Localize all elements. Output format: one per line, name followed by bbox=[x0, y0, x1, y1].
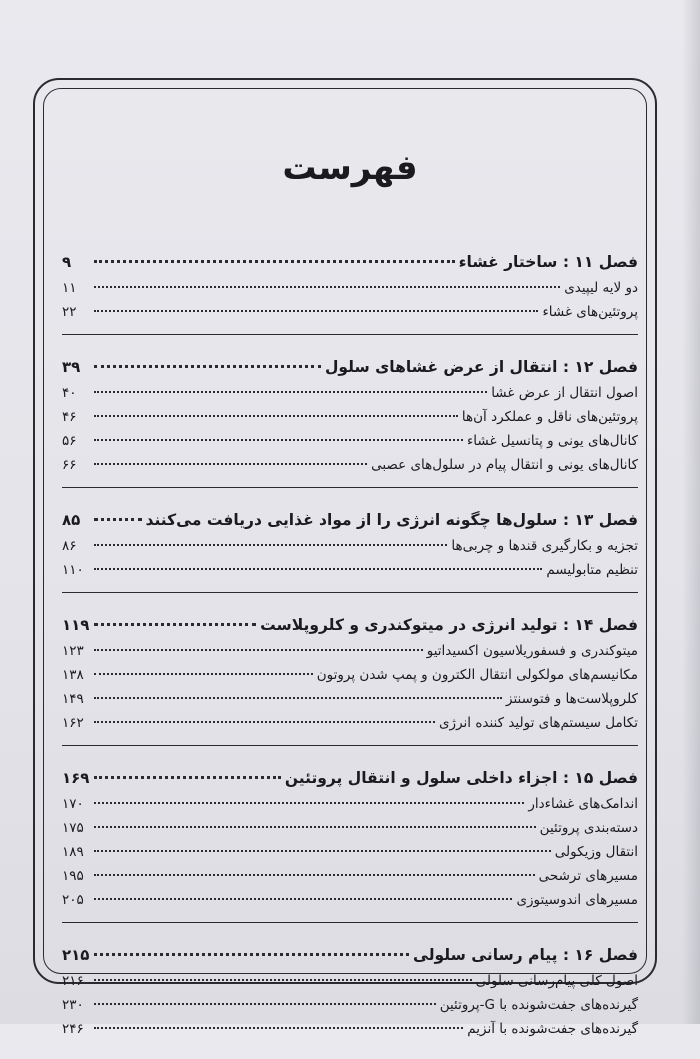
leader-dots bbox=[94, 365, 321, 368]
leader-dots bbox=[94, 1027, 463, 1029]
toc-entry-page-number: ۱۲۳ bbox=[62, 643, 84, 659]
toc-entry-label: گیرنده‌های جفت‌شونده با آنزیم bbox=[467, 1021, 638, 1037]
chapter-page-number: ۸۵ bbox=[62, 511, 81, 529]
chapter-heading: فصل ۱۳ : سلول‌ها چگونه انرژی را از مواد غذایی دریافت می‌کنند bbox=[145, 511, 638, 529]
toc-entry-label: کانال‌های یونی و پتانسیل غشاء bbox=[466, 433, 638, 449]
toc-entry-page-number: ۲۲ bbox=[62, 304, 77, 320]
chapter-divider bbox=[62, 487, 638, 488]
toc-entry-label: دو لایه لیپیدی bbox=[564, 280, 638, 296]
leader-dots bbox=[94, 260, 455, 263]
leader-dots bbox=[94, 415, 458, 417]
leader-dots bbox=[94, 850, 551, 852]
leader-dots bbox=[94, 649, 423, 651]
chapter-heading-row[interactable] bbox=[62, 248, 638, 276]
toc-entry[interactable] bbox=[62, 276, 638, 300]
chapter-heading: فصل ۱۱ : ساختار غشاء bbox=[458, 253, 638, 271]
toc-entry-page-number: ۴۰ bbox=[62, 385, 77, 401]
leader-dots bbox=[94, 518, 142, 521]
chapter-heading: فصل ۱۶ : پیام رسانی سلولی bbox=[413, 946, 638, 964]
toc-entry-page-number: ۱۸۹ bbox=[62, 844, 84, 860]
chapter-divider bbox=[62, 334, 638, 335]
toc-entry-label: مکانیسم‌های مولکولی انتقال الکترون و پمپ شدن پروتون bbox=[316, 667, 638, 683]
leader-dots bbox=[94, 439, 463, 441]
toc-entry-label: اصول انتقال از عرض غشا bbox=[491, 385, 638, 401]
toc-entry-label: تنظیم متابولیسم bbox=[546, 562, 638, 578]
toc-entry-page-number: ۲۱۶ bbox=[62, 973, 84, 989]
chapter-section bbox=[62, 764, 638, 923]
toc-entry[interactable] bbox=[62, 888, 638, 912]
leader-dots bbox=[94, 826, 536, 828]
leader-dots bbox=[94, 544, 447, 546]
toc-entry-page-number: ۲۴۶ bbox=[62, 1021, 84, 1037]
leader-dots bbox=[94, 463, 367, 465]
chapter-page-number: ۱۱۹ bbox=[62, 616, 90, 634]
toc-entry[interactable] bbox=[62, 792, 638, 816]
toc-entry[interactable] bbox=[62, 300, 638, 324]
leader-dots bbox=[94, 568, 542, 570]
chapter-heading-row[interactable] bbox=[62, 506, 638, 534]
toc-entry-label: پروتئین‌های غشاء bbox=[542, 304, 638, 320]
leader-dots bbox=[94, 979, 472, 981]
toc-entry[interactable] bbox=[62, 453, 638, 477]
toc-entry-page-number: ۵۶ bbox=[62, 433, 77, 449]
leader-dots bbox=[94, 776, 281, 779]
toc-entry[interactable] bbox=[62, 429, 638, 453]
toc-entry[interactable] bbox=[62, 558, 638, 582]
toc-entry-page-number: ۱۹۵ bbox=[62, 868, 84, 884]
toc-entry-label: اندامک‌های غشاءدار bbox=[528, 796, 638, 812]
leader-dots bbox=[94, 874, 535, 876]
toc-entry-page-number: ۱۳۸ bbox=[62, 667, 84, 683]
leader-dots bbox=[94, 721, 435, 723]
toc-entry-page-number: ۶۶ bbox=[62, 457, 77, 473]
toc-entry-page-number: ۱۷۵ bbox=[62, 820, 84, 836]
toc-entry-label: تجزیه و بکارگیری قندها و چربی‌ها bbox=[451, 538, 638, 554]
toc-entry-page-number: ۲۰۵ bbox=[62, 892, 84, 908]
toc-entry-label: دسته‌بندی پروتئین bbox=[539, 820, 638, 836]
toc-entry-page-number: ۱۷۰ bbox=[62, 796, 84, 812]
chapter-section bbox=[62, 506, 638, 593]
toc-entry[interactable] bbox=[62, 1017, 638, 1041]
toc-entry-page-number: ۱۴۹ bbox=[62, 691, 84, 707]
chapter-heading-row[interactable] bbox=[62, 611, 638, 639]
toc-entry-page-number: ۱۶۲ bbox=[62, 715, 84, 731]
chapter-page-number: ۹ bbox=[62, 253, 72, 271]
chapter-heading: فصل ۱۴ : تولید انرژی در میتوکندری و کلروپلاست bbox=[260, 616, 638, 634]
toc-entry-label: مسیرهای ترشحی bbox=[538, 868, 638, 884]
chapter-section bbox=[62, 353, 638, 488]
chapter-section bbox=[62, 611, 638, 746]
leader-dots bbox=[94, 898, 512, 900]
toc-entry[interactable] bbox=[62, 993, 638, 1017]
chapter-heading-row[interactable] bbox=[62, 941, 638, 969]
chapter-section bbox=[62, 941, 638, 1041]
toc-entry-label: انتقال وزیکولی bbox=[554, 844, 638, 860]
toc-entry-label: اصول کلی پیام‌رسانی سلولی bbox=[475, 973, 638, 989]
toc-entry-label: پروتئین‌های ناقل و عملکرد آن‌ها bbox=[461, 409, 638, 425]
leader-dots bbox=[94, 623, 256, 626]
toc-entry[interactable] bbox=[62, 639, 638, 663]
leader-dots bbox=[94, 1003, 436, 1005]
toc-entry-label: مسیرهای اندوسیتوزی bbox=[516, 892, 638, 908]
page-title: فهرست bbox=[282, 148, 418, 188]
toc-entry-page-number: ۱۱ bbox=[62, 280, 77, 296]
table-of-contents bbox=[62, 248, 638, 1059]
chapter-heading: فصل ۱۲ : انتقال از عرض غشاهای سلول bbox=[324, 358, 638, 376]
toc-entry[interactable] bbox=[62, 381, 638, 405]
toc-entry[interactable] bbox=[62, 711, 638, 735]
toc-entry-page-number: ۴۶ bbox=[62, 409, 77, 425]
toc-entry-label: میتوکندری و فسفوریلاسیون اکسیداتیو bbox=[426, 643, 638, 659]
chapter-heading: فصل ۱۵ : اجزاء داخلی سلول و انتقال پروتئین bbox=[284, 769, 638, 787]
toc-entry[interactable] bbox=[62, 864, 638, 888]
leader-dots bbox=[94, 953, 409, 956]
toc-entry-page-number: ۸۶ bbox=[62, 538, 77, 554]
toc-entry-page-number: ۲۳۰ bbox=[62, 997, 84, 1013]
chapter-divider bbox=[62, 745, 638, 746]
leader-dots bbox=[94, 697, 502, 699]
leader-dots bbox=[94, 673, 313, 675]
chapter-page-number: ۱۶۹ bbox=[62, 769, 90, 787]
chapter-heading-row[interactable] bbox=[62, 764, 638, 792]
toc-entry[interactable] bbox=[62, 405, 638, 429]
chapter-section bbox=[62, 248, 638, 335]
toc-entry[interactable] bbox=[62, 534, 638, 558]
leader-dots bbox=[94, 802, 524, 804]
leader-dots bbox=[94, 391, 487, 393]
toc-entry[interactable] bbox=[62, 663, 638, 687]
chapter-page-number: ۲۱۵ bbox=[62, 946, 90, 964]
chapter-heading-row[interactable] bbox=[62, 353, 638, 381]
toc-entry-label: گیرنده‌های جفت‌شونده با G-پروتئین bbox=[439, 997, 638, 1013]
toc-entry[interactable] bbox=[62, 816, 638, 840]
toc-entry-label: تکامل سیستم‌های تولید کننده انرژی bbox=[438, 715, 638, 731]
leader-dots bbox=[94, 310, 538, 312]
toc-entry[interactable] bbox=[62, 840, 638, 864]
chapter-divider bbox=[62, 922, 638, 923]
chapter-divider bbox=[62, 592, 638, 593]
toc-entry[interactable] bbox=[62, 969, 638, 993]
toc-entry-page-number: ۱۱۰ bbox=[62, 562, 84, 578]
leader-dots bbox=[94, 286, 560, 288]
toc-entry-label: کانال‌های یونی و انتقال پیام در سلول‌های عصبی bbox=[371, 457, 638, 473]
toc-entry[interactable] bbox=[62, 687, 638, 711]
chapter-page-number: ۳۹ bbox=[62, 358, 81, 376]
toc-entry-label: کلروپلاست‌ها و فتوسنتز bbox=[506, 691, 638, 707]
